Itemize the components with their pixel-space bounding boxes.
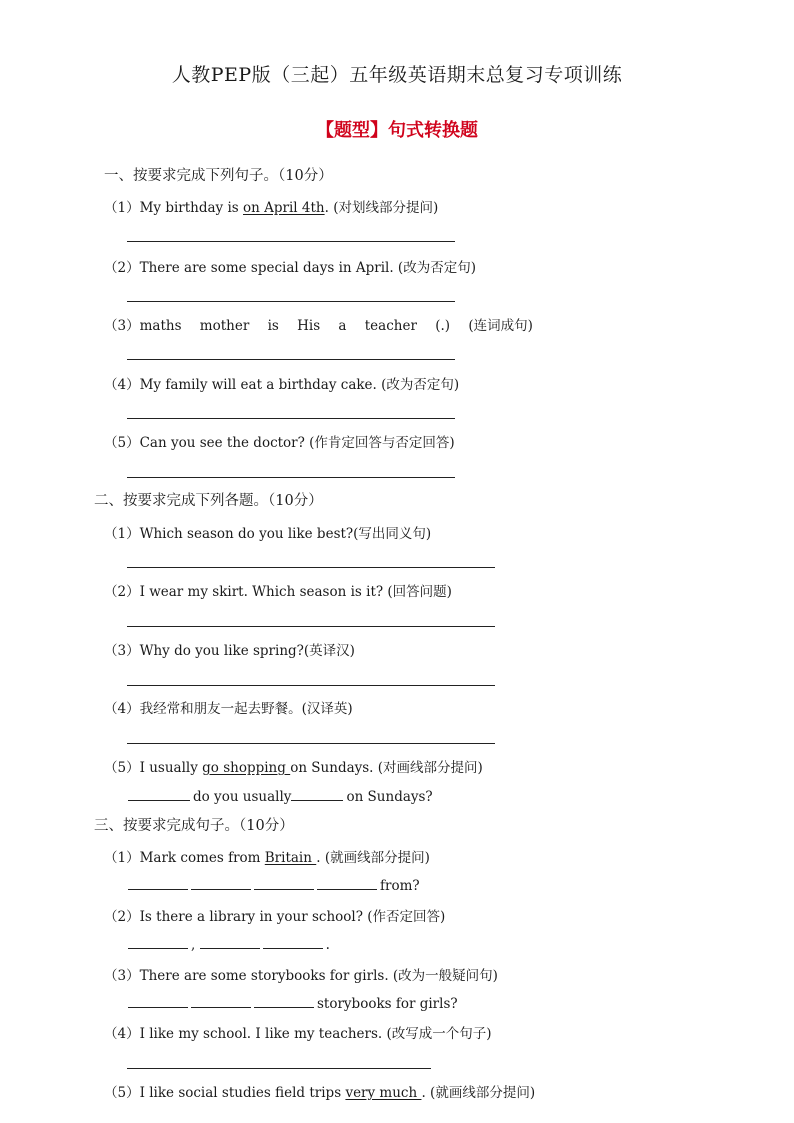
- s2-question-4: （4）我经常和朋友一起去野餐。(汉译英): [104, 701, 353, 717]
- answer-blank[interactable]: [191, 876, 251, 890]
- underlined-phrase: very much: [345, 1085, 422, 1101]
- s3-q2-fill-line: , .: [128, 935, 330, 953]
- answer-line[interactable]: [127, 418, 455, 419]
- s3-q1-fill-line: from?: [128, 876, 420, 894]
- answer-blank[interactable]: [128, 787, 190, 801]
- s3-question-2: （2）Is there a library in your school? (作否定回答): [104, 909, 446, 925]
- underlined-phrase: on April 4th: [243, 200, 325, 216]
- answer-blank[interactable]: [191, 994, 251, 1008]
- answer-blank[interactable]: [263, 935, 323, 949]
- underlined-phrase: go shopping: [202, 760, 291, 776]
- answer-line[interactable]: [127, 301, 455, 302]
- s1-question-2: （2）There are some special days in April. (改为否定句): [104, 260, 476, 276]
- answer-line[interactable]: [127, 359, 455, 360]
- s2-question-3: （3）Why do you like spring?(英译汉): [104, 643, 355, 659]
- s3-question-4: （4）I like my school. I like my teachers. (改写成一个句子): [104, 1026, 492, 1042]
- s3-question-3: （3）There are some storybooks for girls. (改为一般疑问句): [104, 968, 498, 984]
- answer-blank[interactable]: [254, 994, 314, 1008]
- answer-blank[interactable]: [128, 935, 188, 949]
- s3-question-5: （5）I like social studies field trips very much . (就画线部分提问): [104, 1085, 536, 1101]
- s3-question-1: （1）Mark comes from Britain . (就画线部分提问): [104, 850, 430, 866]
- s1-question-3: （3）maths mother is His a teacher (.) (连词成句): [104, 318, 533, 334]
- s1-question-1: （1）My birthday is on April 4th. (对划线部分提问): [104, 200, 439, 216]
- s1-question-4: （4）My family will eat a birthday cake. (改为否定句): [104, 377, 460, 393]
- answer-line[interactable]: [127, 241, 455, 242]
- answer-blank[interactable]: [317, 876, 377, 890]
- s1-question-5: （5）Can you see the doctor? (作肯定回答与否定回答): [104, 435, 455, 451]
- s3-q3-fill-line: storybooks for girls?: [128, 994, 458, 1012]
- s2-question-5: （5）I usually go shopping on Sundays. (对画线部分提问): [104, 760, 483, 776]
- answer-line[interactable]: [127, 685, 495, 686]
- answer-blank[interactable]: [200, 935, 260, 949]
- answer-line[interactable]: [127, 477, 455, 478]
- s2-question-1: （1）Which season do you like best?(写出同义句): [104, 526, 432, 542]
- answer-blank[interactable]: [291, 787, 343, 801]
- answer-line[interactable]: [127, 567, 495, 568]
- answer-blank[interactable]: [128, 994, 188, 1008]
- page-subtitle: 【题型】句式转换题: [316, 120, 478, 141]
- answer-line[interactable]: [127, 743, 495, 744]
- page-title: 人教PEP版（三起）五年级英语期末总复习专项训练: [171, 64, 623, 86]
- answer-blank[interactable]: [254, 876, 314, 890]
- answer-line[interactable]: [127, 1068, 431, 1069]
- s2-q5-fill-line: do you usually on Sundays?: [128, 787, 433, 805]
- s2-question-2: （2）I wear my skirt. Which season is it? (回答问题): [104, 584, 452, 600]
- section-1-heading: 一、按要求完成下列句子。（10分）: [104, 168, 333, 184]
- answer-blank[interactable]: [128, 876, 188, 890]
- underlined-phrase: Britain: [264, 850, 317, 866]
- answer-line[interactable]: [127, 626, 495, 627]
- section-3-heading: 三、按要求完成句子。（10分）: [94, 818, 294, 834]
- section-2-heading: 二、按要求完成下列各题。（10分）: [94, 493, 323, 509]
